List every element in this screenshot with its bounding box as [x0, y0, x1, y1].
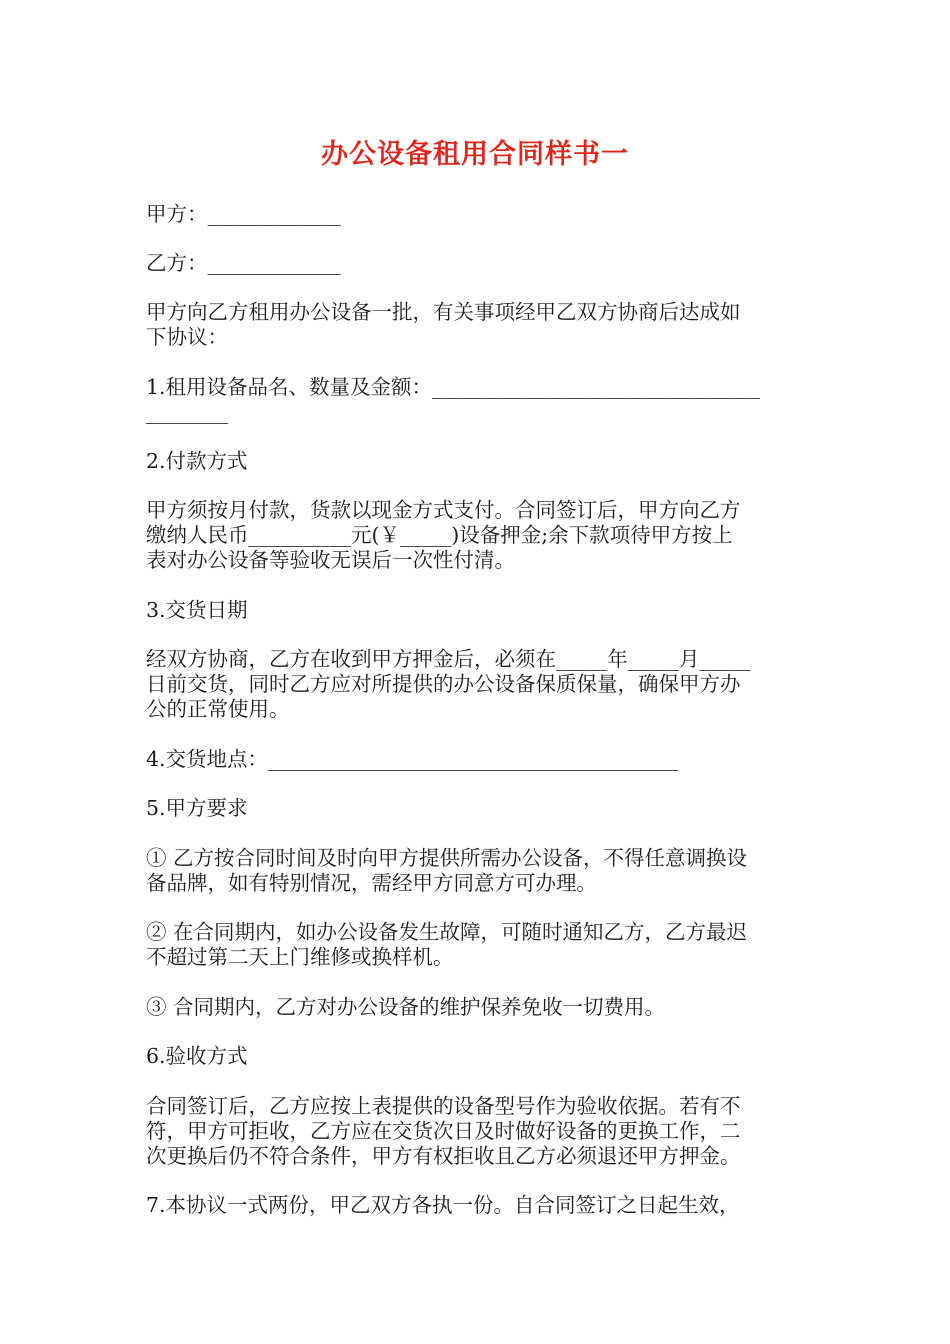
section-2-heading: 2.付款方式 — [146, 449, 248, 473]
section-3-line-1: 经双方协商，乙方在收到甲方押金后，必须在_____年_____月_____ — [146, 647, 751, 671]
party-b-line: 乙方：_____________ — [146, 251, 341, 275]
intro-line-2: 下协议： — [146, 325, 228, 349]
section-2-line-3: 表对办公设备等验收无误后一次性付清。 — [146, 548, 515, 572]
section-2-line-2: 缴纳人民币__________元(￥_____)设备押金;余下款项待甲方按上 — [146, 523, 733, 547]
section-6-heading: 6.验收方式 — [146, 1044, 248, 1068]
section-6-line-3: 次更换后仍不符合条件，甲方有权拒收且乙方必须退还甲方押金。 — [146, 1144, 741, 1168]
section-6-line-1: 合同签订后，乙方应按上表提供的设备型号作为验收依据。若有不 — [146, 1094, 741, 1118]
section-3-heading: 3.交货日期 — [146, 598, 248, 622]
section-7-line-1: 7.本协议一式两份，甲乙双方各执一份。自合同签订之日起生效， — [146, 1193, 740, 1217]
section-4-line: 4.交货地点：________________________________________ — [146, 747, 679, 771]
section-1-line-1: 1.租用设备品名、数量及金额：________________________________ — [146, 375, 761, 399]
section-6-line-2: 符，甲方可拒收，乙方应在交货次日及时做好设备的更换工作，二 — [146, 1119, 741, 1143]
section-2-line-1: 甲方须按月付款，货款以现金方式支付。合同签订后，甲方向乙方 — [146, 498, 741, 522]
section-5-item-1-line-1: ① 乙方按合同时间及时向甲方提供所需办公设备，不得任意调换设 — [146, 846, 748, 870]
section-1-line-2: ________ — [146, 400, 228, 424]
document-title: 办公设备租用合同样书一 — [321, 139, 629, 170]
section-5-item-3-line-1: ③ 合同期内，乙方对办公设备的维护保养免收一切费用。 — [146, 995, 666, 1019]
section-5-item-2-line-2: 不超过第二天上门维修或换样机。 — [146, 945, 454, 969]
section-5-item-2-line-1: ② 在合同期内，如办公设备发生故障，可随时通知乙方，乙方最迟 — [146, 920, 748, 944]
section-5-item-1-line-2: 备品牌，如有特别情况，需经甲方同意方可办理。 — [146, 871, 597, 895]
party-a-line: 甲方：_____________ — [146, 202, 341, 226]
intro-line-1: 甲方向乙方租用办公设备一批，有关事项经甲乙双方协商后达成如 — [146, 300, 741, 324]
section-5-heading: 5.甲方要求 — [146, 796, 248, 820]
section-3-line-3: 公的正常使用。 — [146, 697, 290, 721]
section-3-line-2: 日前交货，同时乙方应对所提供的办公设备保质保量，确保甲方办 — [146, 672, 741, 696]
